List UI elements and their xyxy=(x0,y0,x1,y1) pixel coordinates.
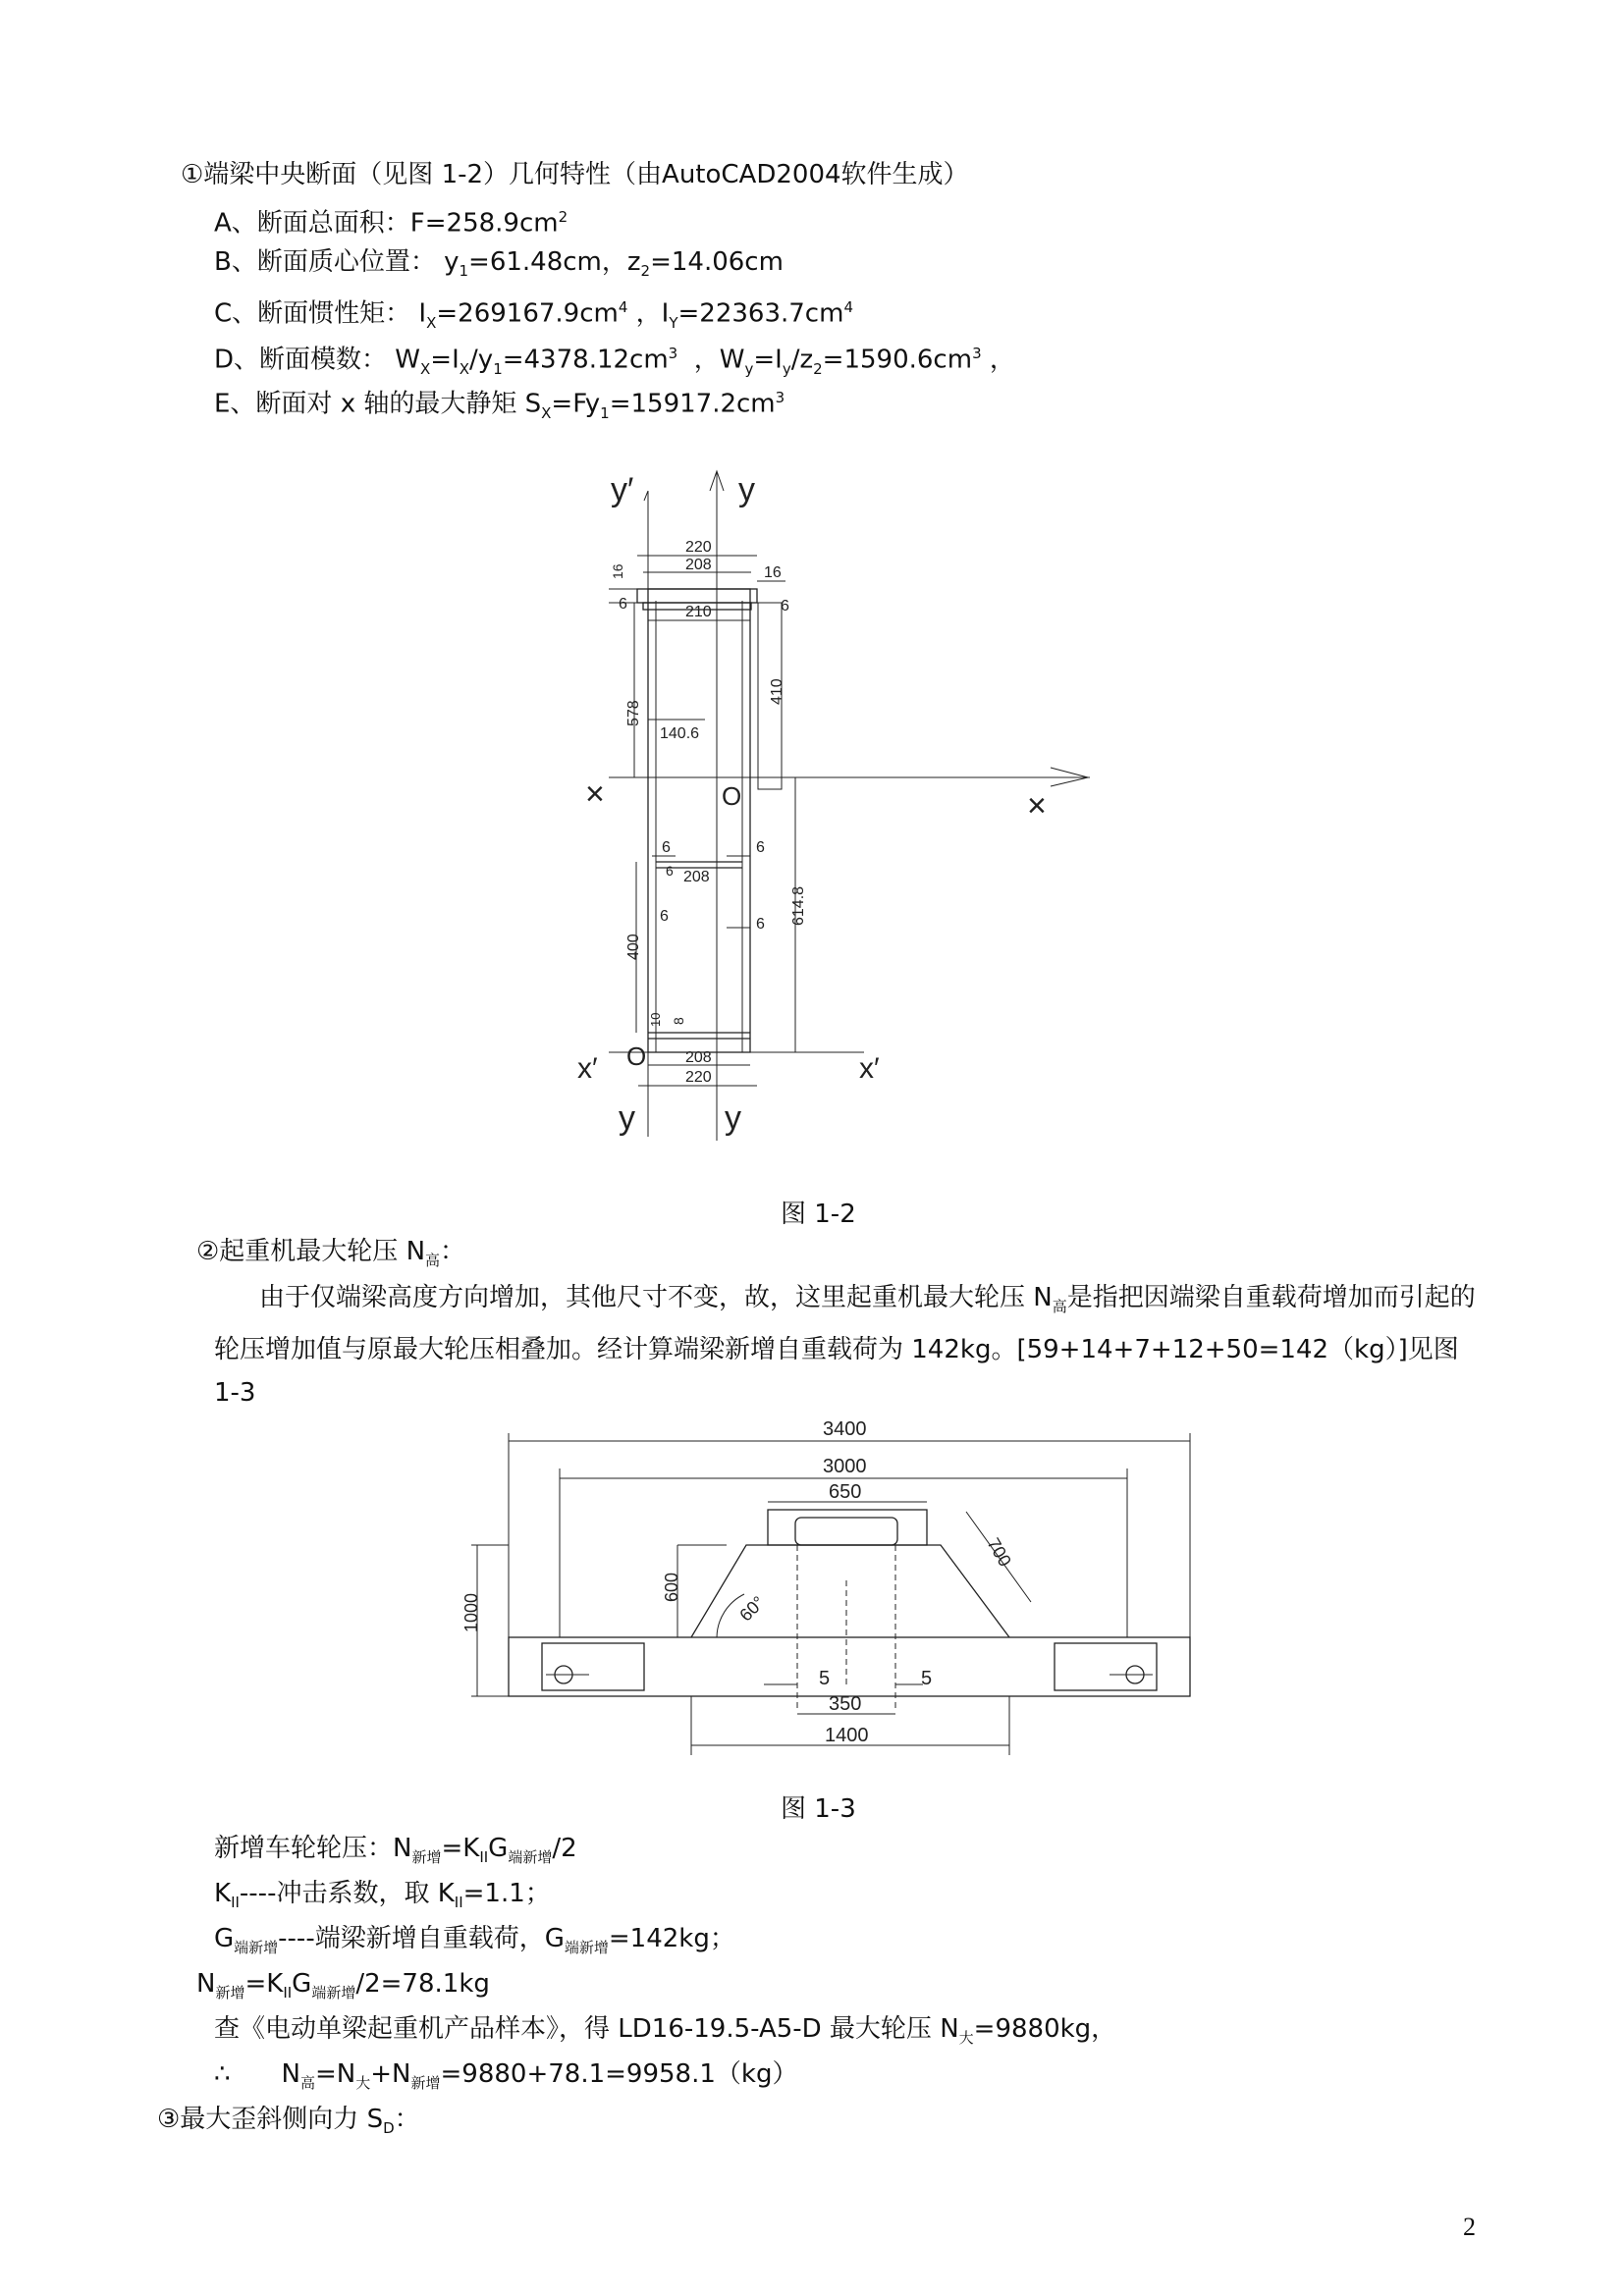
svg-text:208: 208 xyxy=(685,557,712,573)
formula-added-weight: $G_{端新增}----$端梁新增自重载荷，$G_{端新增}=142kg$； xyxy=(214,1924,735,1957)
svg-text:16: 16 xyxy=(764,564,782,581)
svg-text:6: 6 xyxy=(666,863,674,879)
svg-text:10: 10 xyxy=(648,1012,663,1027)
label-x-prime-right: x′ xyxy=(859,1052,880,1085)
svg-text:614.8: 614.8 xyxy=(790,885,807,926)
svg-text:410: 410 xyxy=(769,678,785,705)
svg-text:6: 6 xyxy=(756,839,765,856)
svg-text:350: 350 xyxy=(829,1693,862,1715)
formula-impact-coef: $K_{II}----$冲击系数，取 $K_{II}=1.1$； xyxy=(214,1879,551,1912)
page-number: 2 xyxy=(1463,2213,1476,2241)
svg-text:6: 6 xyxy=(619,596,627,613)
label-x-right: × xyxy=(1027,787,1047,825)
svg-text:220: 220 xyxy=(685,1069,712,1086)
figure-1-3 xyxy=(452,1404,1237,1777)
section3-heading: ③最大歪斜侧向力 $S_D$： xyxy=(157,2105,420,2138)
svg-text:6: 6 xyxy=(781,598,789,614)
svg-text:220: 220 xyxy=(685,539,712,556)
therefore-line: ∴ $N_高=N_大+N_{新增}=9880+78.1=9958.1(kg)$ xyxy=(214,2059,798,2093)
figure-1-2-caption: 图 1-2 xyxy=(781,1200,856,1229)
svg-text:8: 8 xyxy=(671,1017,686,1025)
section1-heading: ①端梁中央断面（见图 1-2）几何特性（由AutoCAD2004软件生成） xyxy=(181,160,969,189)
figure-1-2 xyxy=(550,452,1100,1158)
svg-text:6: 6 xyxy=(662,839,671,856)
svg-text:5: 5 xyxy=(921,1668,933,1689)
svg-text:3400: 3400 xyxy=(823,1418,867,1440)
svg-text:600: 600 xyxy=(662,1572,681,1602)
formula-new-wheel-load: 新增车轮轮压：$N_{新增}=K_{II}G_{端新增}/2$ xyxy=(214,1834,577,1867)
label-y-prime: y′ xyxy=(611,471,634,508)
figure-1-3-caption: 图 1-3 xyxy=(781,1794,856,1824)
svg-text:208: 208 xyxy=(683,869,710,885)
svg-text:208: 208 xyxy=(685,1049,712,1066)
svg-text:140.6: 140.6 xyxy=(660,725,700,742)
svg-text:1400: 1400 xyxy=(825,1725,869,1746)
label-y-bottom-right: y xyxy=(725,1099,741,1137)
modulus-line: D、断面模数： $W_X=I_X/y_1=4378.12cm^3$ ，$W_y=I_y/z_2=1590.6cm^3$ ， xyxy=(214,345,1015,378)
label-o-prime: O xyxy=(626,1041,647,1071)
label-o: O xyxy=(722,781,742,811)
centroid-line: B、断面质心位置： $y_1=61.48cm$，$z_2=14.06cm$ xyxy=(214,247,784,281)
svg-text:16: 16 xyxy=(610,563,625,579)
svg-text:578: 578 xyxy=(625,700,642,726)
section2-paragraph: 由于仅端梁高度方向增加，其他尺寸不变，故，这里起重机最大轮压 $N_高$是指把因端梁自重载荷增加而引起的轮压增加值与原最大轮压相叠加。经计算端梁新增自重载荷为 142kg。[59+14+7+12+50=142（kg）]见图 1-3 xyxy=(214,1283,1476,1409)
inertia-line: C、断面惯性矩： $I_X=269167.9cm^4$ ，$I_Y=22363.7cm^4$ xyxy=(214,298,853,332)
area-line: A、断面总面积：$F=258.9cm^2$ xyxy=(214,208,568,239)
svg-text:210: 210 xyxy=(685,604,712,620)
label-y-bottom-left: y xyxy=(619,1099,635,1137)
svg-text:1000: 1000 xyxy=(461,1592,481,1632)
formula-result: $N_{新增}=K_{II}G_{端新增}/2=78.1kg$ xyxy=(196,1969,490,2002)
svg-text:400: 400 xyxy=(625,934,642,960)
catalog-line: 查《电动单梁起重机产品样本》，得 LD16-19.5-A5-D 最大轮压 $N_大=9880kg$， xyxy=(214,2014,1117,2048)
label-y-top: y xyxy=(738,471,755,508)
static-moment-line: E、断面对 x 轴的最大静矩 $S_X=Fy_1=15917.2cm^3$ xyxy=(214,389,785,422)
svg-text:700: 700 xyxy=(983,1534,1015,1571)
svg-text:60°: 60° xyxy=(735,1592,769,1626)
svg-text:650: 650 xyxy=(829,1481,862,1503)
section2-heading: ②起重机最大轮压 $N_高$： xyxy=(196,1237,466,1270)
label-x-prime-left: x′ xyxy=(577,1052,598,1085)
svg-text:6: 6 xyxy=(660,908,669,925)
label-x-left: × xyxy=(585,775,605,813)
svg-text:3000: 3000 xyxy=(823,1456,867,1477)
svg-text:6: 6 xyxy=(756,916,765,933)
svg-text:5: 5 xyxy=(819,1668,831,1689)
